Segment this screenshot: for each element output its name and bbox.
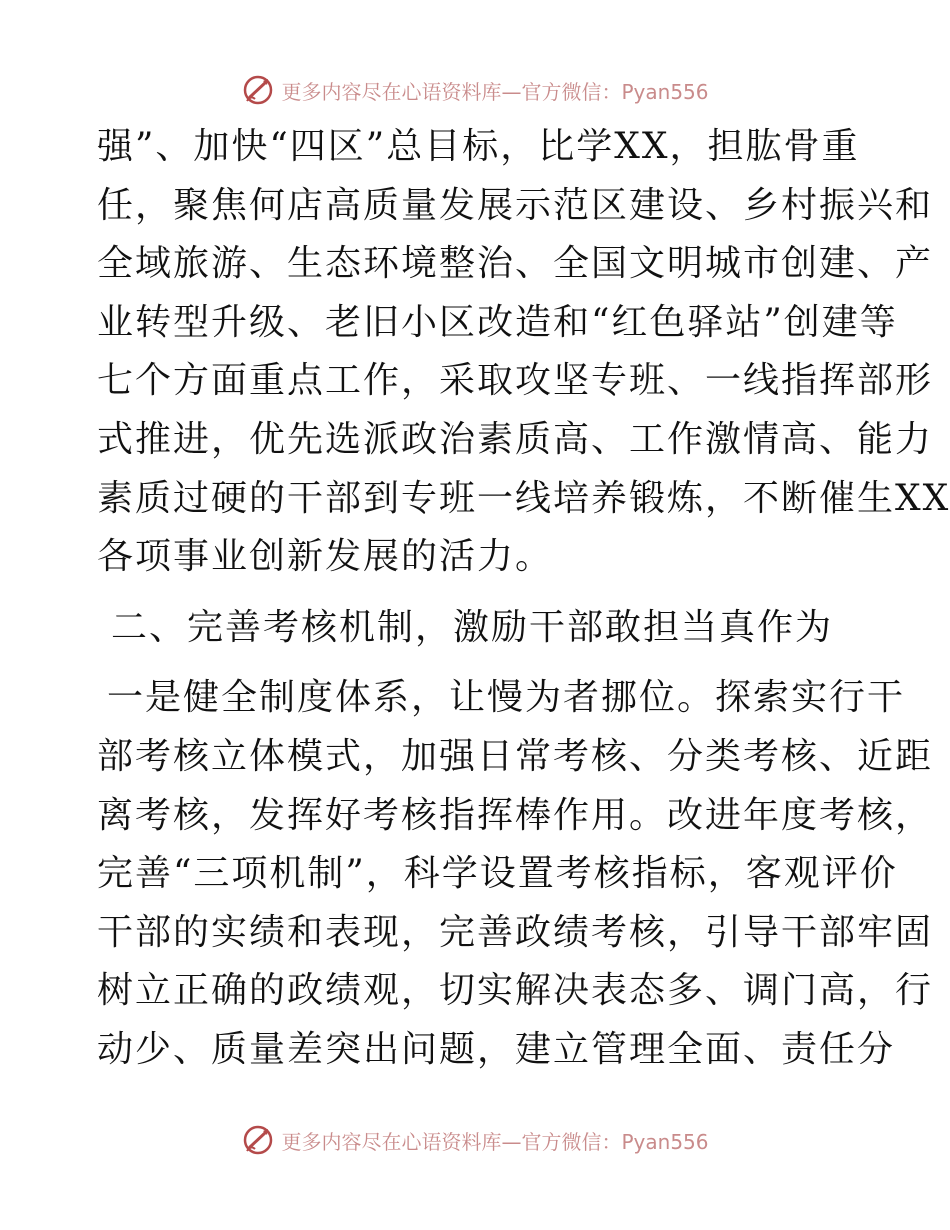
paragraph-2 bbox=[97, 669, 934, 1079]
text-line: 七个方面重点工作，采取攻坚专班、一线指挥部形 bbox=[97, 360, 934, 402]
watermark-text bbox=[281, 76, 708, 105]
paragraph-1 bbox=[97, 118, 950, 587]
text-line: 强”、加快“四区”总目标，比学XX，担肱骨重 bbox=[97, 126, 860, 167]
section-heading: 二、完善考核机制，激励干部敢担当真作为 bbox=[111, 606, 834, 648]
watermark-logo-icon bbox=[241, 1123, 275, 1157]
text-line: 完善“三项机制”，科学设置考核指标，客观评价 bbox=[97, 853, 898, 895]
watermark-label: 更多内容尽在心语资料库—官方微信： bbox=[281, 79, 622, 104]
text-line: 一是健全制度体系，让慢为者挪位。探索实行干 bbox=[107, 677, 906, 719]
footer-watermark bbox=[0, 1120, 950, 1160]
watermark-label: 更多内容尽在心语资料库—官方微信： bbox=[281, 1129, 622, 1154]
watermark-wechat-id: Pyan556 bbox=[621, 79, 709, 104]
document-body bbox=[97, 118, 950, 1080]
watermark-text bbox=[281, 1126, 708, 1155]
text-line: 树立正确的政绩观，切实解决表态多、调门高，行 bbox=[97, 970, 934, 1012]
text-line: 干部的实绩和表现，完善政绩考核，引导干部牢固 bbox=[97, 911, 934, 953]
text-line: 素质过硬的干部到专班一线培养锻炼，不断催生XX bbox=[97, 477, 950, 519]
text-line: 式推进，优先选派政治素质高、工作激情高、能力 bbox=[97, 418, 934, 460]
text-line: 业转型升级、老旧小区改造和“红色驿站”创建等 bbox=[97, 301, 898, 343]
watermark-wechat-id: Pyan556 bbox=[621, 1129, 709, 1154]
text-line: 全域旅游、生态环境整治、全国文明城市创建、产 bbox=[97, 243, 934, 285]
text-line: 部考核立体模式，加强日常考核、分类考核、近距 bbox=[97, 735, 934, 777]
header-watermark bbox=[0, 70, 950, 110]
text-line: 各项事业创新发展的活力。 bbox=[97, 536, 554, 578]
text-line: 动少、质量差突出问题，建立管理全面、责任分 bbox=[97, 1028, 896, 1070]
text-line: 离考核，发挥好考核指挥棒作用。改进年度考核， bbox=[97, 794, 934, 836]
watermark-logo-icon bbox=[241, 73, 275, 107]
text-line: 任，聚焦何店高质量发展示范区建设、乡村振兴和 bbox=[97, 184, 934, 226]
